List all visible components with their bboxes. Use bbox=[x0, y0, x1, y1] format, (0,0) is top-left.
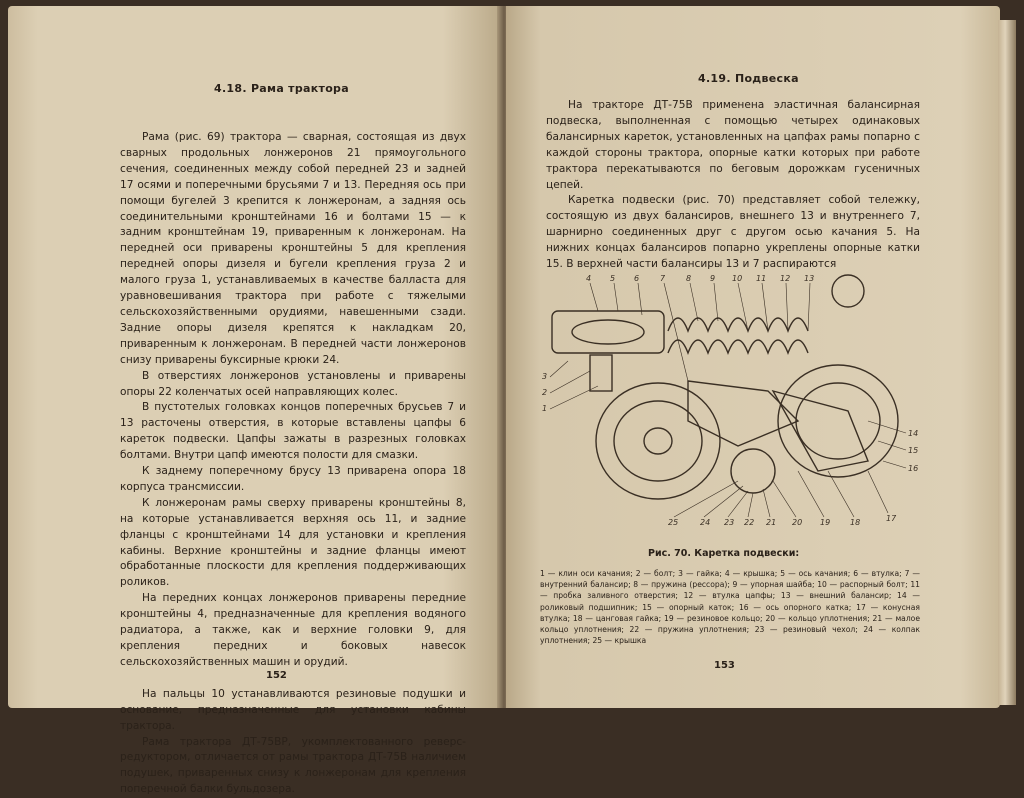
left-page bbox=[8, 6, 502, 796]
figure-caption: Рис. 70. Каретка подвески: bbox=[648, 548, 800, 559]
svg-text:24: 24 bbox=[700, 518, 711, 527]
paragraph: Каретка подвески (рис. 70) представляет собой тележку, состоящую из двух балансиров, внешнего 13 и внутреннего 7, шарнирно соединенных друг с другом осью качания 5. На нижних концах балансиров попарно укреплены опорные катки 15. В верхней части балансиры 13 и 7 распираются bbox=[546, 194, 920, 271]
figure-section-box bbox=[552, 311, 664, 353]
suspension-carriage-figure bbox=[538, 271, 918, 533]
left-page-body bbox=[120, 130, 466, 798]
svg-text:6: 6 bbox=[634, 274, 640, 283]
svg-text:16: 16 bbox=[908, 464, 919, 473]
paragraph: К заднему поперечному брусу 13 приварена опора 18 корпуса трансмиссии. bbox=[120, 465, 466, 493]
paragraph: На пальцы 10 устанавливаются резиновые подушки и основание, предназначенные для установки кабины трактора. bbox=[120, 687, 466, 732]
svg-text:22: 22 bbox=[744, 518, 755, 527]
paragraph: Рама (рис. 69) трактора — сварная, состоящая из двух сварных продольных лонжеронов 21 прямоугольного сечения, соединенных между собой передней 23 и задней 17 осями и поперечными брусьями 7 и 13. Передняя ось при помощи бугелей 3 крепится к лонжеронам, а задняя ось соединительными кронштейнами 16 и болтами 15 — к задним кронштейнам 19, приваренным к лонжеронам. На передней оси приварены кронштейны 5 для крепления передней опоры дизеля и бугели крепления груза 2 и малого груза 1, устанавливаемых в качестве балласта для уравновешивания трактора при работе с тяжелыми сельскохозяйственными орудиями, навешенными сзади. Задние опоры дизеля крепятся к накладкам 20, приваренным к лонжеронам. В передней части лонжеронов снизу приварены буксирные крюки 24. bbox=[120, 131, 466, 366]
svg-text:5: 5 bbox=[610, 274, 616, 283]
svg-text:23: 23 bbox=[724, 518, 735, 527]
svg-text:1: 1 bbox=[542, 404, 548, 413]
figure-balancer bbox=[688, 381, 798, 446]
figure-wedge-inset bbox=[590, 355, 612, 391]
svg-text:25: 25 bbox=[668, 518, 679, 527]
right-page bbox=[506, 6, 1000, 708]
svg-text:19: 19 bbox=[820, 518, 831, 527]
page-number-left: 152 bbox=[266, 670, 287, 681]
svg-text:21: 21 bbox=[766, 518, 777, 527]
svg-text:11: 11 bbox=[756, 274, 767, 283]
paragraph: К лонжеронам рамы сверху приварены кронштейны 8, на которые устанавливается верхняя ось 11, и задние фланцы с кронштейнами 14 для установки и крепления кабины. Верхние кронштейны и задние фланцы имеют обработанные плоскости для крепления поддерживающих роликов. bbox=[120, 496, 466, 589]
right-page-body bbox=[546, 98, 920, 273]
svg-text:10: 10 bbox=[732, 274, 743, 283]
svg-text:8: 8 bbox=[686, 274, 692, 283]
figure-axle-section bbox=[572, 320, 644, 344]
svg-text:3: 3 bbox=[542, 372, 548, 381]
paragraph: В пустотелых головках концов поперечных брусьев 7 и 13 расточены отверстия, в которые вставлены цапфы 6 кареток подвески. Цапфы зажаты в разрезных головках болтами. Внутри цапф имеются полости для смазки. bbox=[120, 401, 466, 462]
svg-text:12: 12 bbox=[780, 274, 791, 283]
svg-text:18: 18 bbox=[850, 518, 861, 527]
svg-text:14: 14 bbox=[908, 429, 919, 438]
svg-text:9: 9 bbox=[710, 274, 716, 283]
figure-spring bbox=[668, 318, 808, 331]
paragraph: На передних концах лонжеронов приварены передние кронштейны 4, предназначенные для крепления водяного радиатора, а также, как и верхние головки 9, для крепления передних и боковых навесок сельскохозяйственных машин и орудий. bbox=[120, 592, 466, 668]
paragraph: Рама трактора ДТ-75ВР, укомплектованного реверс-редуктором, отличается от рамы трактора ДТ-75В наличием подушек, приваренных снизу к лонжеронам для крепления поперечной балки бульдозера. bbox=[120, 735, 466, 796]
paragraph: В отверстиях лонжеронов установлены и приварены опоры 22 коленчатых осей направляющих колес. bbox=[120, 369, 466, 398]
figure-legend: 1 — клин оси качания; 2 — болт; 3 — гайка; 4 — крышка; 5 — ось качания; 6 — втулка; 7 — внутренний балансир; 8 — пружина (рессора); 9 — упорная шайба; 10 — распорный болт; 11 — пробка заливного отверстия; 12 — втулка цапфы; 13 — внешний балансир; 14 — роликовый подшипник; 15 — опорный каток; 16 — ось опорного катка; 17 — конусная втулка; 18 — цанговая гайка; 19 — резиновое кольцо; 20 — кольцо уплотнения; 21 — малое кольцо уплотнения; 22 — пружина уплотнения; 23 — резиновый чехол; 24 — колпак уплотнения; 25 — крышка bbox=[540, 569, 920, 646]
svg-text:20: 20 bbox=[792, 518, 803, 527]
figure-inset-seal bbox=[731, 449, 775, 493]
paragraph: На тракторе ДТ-75В применена эластичная балансирная подвеска, выполненная с помощью четырех одинаковых балансирных кареток, установленных на цапфах рамы попарно с каждой стороны трактора, опорные катки которых при работе трактора перекатываются по беговым дорожкам гусеничных цепей. bbox=[546, 99, 920, 191]
figure-inset-bolt bbox=[832, 275, 864, 307]
svg-text:7: 7 bbox=[660, 274, 666, 283]
page-number-right: 153 bbox=[714, 660, 735, 671]
svg-text:4: 4 bbox=[586, 274, 592, 283]
svg-text:17: 17 bbox=[886, 514, 897, 523]
svg-text:2: 2 bbox=[542, 388, 548, 397]
section-heading-frame: 4.18. Рама трактора bbox=[214, 82, 349, 95]
section-heading-suspension: 4.19. Подвеска bbox=[698, 72, 799, 85]
book-page-edges bbox=[998, 20, 1016, 705]
svg-text:13: 13 bbox=[804, 274, 815, 283]
svg-text:15: 15 bbox=[908, 446, 919, 455]
figure-spring-lower bbox=[668, 340, 808, 353]
